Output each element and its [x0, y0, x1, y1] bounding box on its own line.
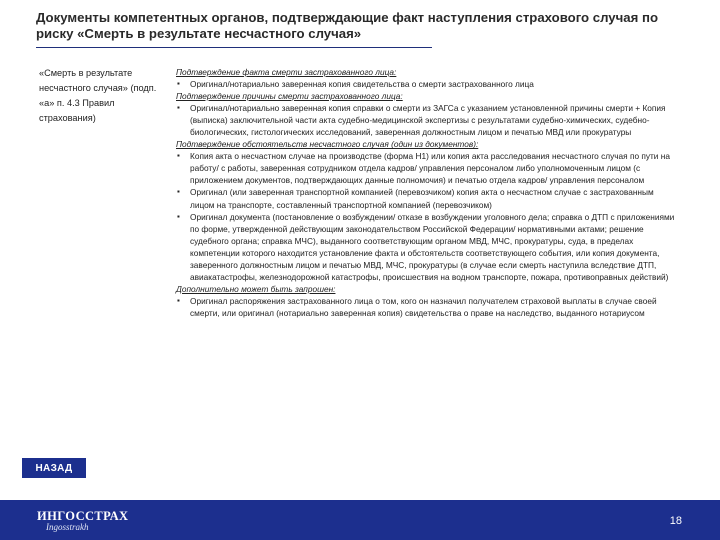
section-heading: Дополнительно может быть запрошен: — [176, 283, 336, 294]
list-item — [176, 150, 676, 186]
back-button[interactable]: НАЗАД — [22, 458, 86, 478]
section-accident-circumstances — [176, 138, 676, 283]
list-item-text: Оригинал (или заверенная транспортной компанией (перевозчиком) копия акта о несчастном случае с застрахованным лицом на транспорте, составленный транспортной компанией (перевозчиком) — [190, 187, 654, 210]
page-title: Документы компетентных органов, подтверждающие факт наступления страхового случая по риску «Смерть в результате несчастного случая» — [36, 10, 659, 41]
documents-list — [176, 66, 676, 319]
company-logo — [30, 507, 130, 535]
section-death-cause — [176, 90, 676, 138]
logo-signature: Ingosstrakh — [46, 522, 89, 532]
list-item-text: Копия акта о несчастном случае на производстве (форма Н1) или копия акта расследования несчастного случая по пути на работу/ с работы, заверенная сотрудником отдела кадров/ управления персоналом либо уполномоченным лицом (с приложением документов, подтверждающих данные полномочия) и печатью отдела кадров/ управления персоналом — [190, 151, 670, 186]
risk-label: «Смерть в результате несчастного случая» (подп. «а» п. 4.3 Правил страхования) — [39, 68, 157, 123]
bullet-icon: ▪ — [177, 151, 180, 161]
page-number: 18 — [669, 515, 682, 527]
list-item-text: Оригинал/нотариально заверенная копия свидетельства о смерти застрахованного лица — [190, 79, 534, 90]
list-item — [176, 186, 676, 210]
section-heading: Подтверждение причины смерти застрахованного лица: — [176, 91, 403, 102]
bullet-icon: ▪ — [177, 211, 180, 221]
section-heading: Подтверждение факта смерти застрахованного лица: — [176, 67, 397, 77]
list-item — [176, 295, 676, 319]
list-item — [176, 211, 676, 283]
bullet-icon: ▪ — [177, 187, 180, 197]
list-item-text: Оригинал/нотариально заверенная копия справки о смерти из ЗАГСа с указанием установленной причины смерти + Копия (выписка) заключительной части акта судебно-медицинской экспертизы с результатами судебно-химических, судебно-биологических, гистологических исследований, заверенная должностным лицом и печатью МВД или прокуратуры — [190, 103, 666, 138]
bullet-icon: ▪ — [177, 103, 180, 113]
section-additional — [176, 283, 676, 319]
list-item — [176, 102, 676, 138]
list-item-text: Оригинал документа (постановление о возбуждении/ отказе в возбуждении уголовного дела; справка о ДТП с приложениями по форме, утвержденной действующим законодательством Российской Федерации/ нормативными актами; решение судебного органа; справка МЧС), выданного соответствующим органом МВД, МЧС, прокуратуры, суда, в пределах компетенции которого находится установление факта и обстоятельств соответствующего события, или копия документа, заверенного должностным лицом и печатью МВД, МЧС, прокуратуры (в случае если смерть наступила вследствие ДТП, авиакатастрофы, железнодорожной катастрофы, происшествия на водном транспорте, пожара, противоправных действий) — [190, 211, 675, 282]
title-underline — [36, 47, 432, 48]
bullet-icon: ▪ — [177, 295, 180, 305]
section-heading: Подтверждение обстоятельств несчастного случая (один из документов): — [176, 139, 479, 150]
list-item — [176, 78, 676, 90]
bullet-icon: ▪ — [177, 79, 180, 89]
logo-wordmark: ИНГОССТРАХ — [37, 509, 129, 523]
list-item-text: Оригинал распоряжения застрахованного лица о том, кого он назначил получателем страховой выплаты в случае своей смерти, или оригинал (нотариально заверенная копия) свидетельства о праве на наследство, выданного нотариусом — [190, 295, 657, 318]
section-death-fact — [176, 66, 676, 90]
